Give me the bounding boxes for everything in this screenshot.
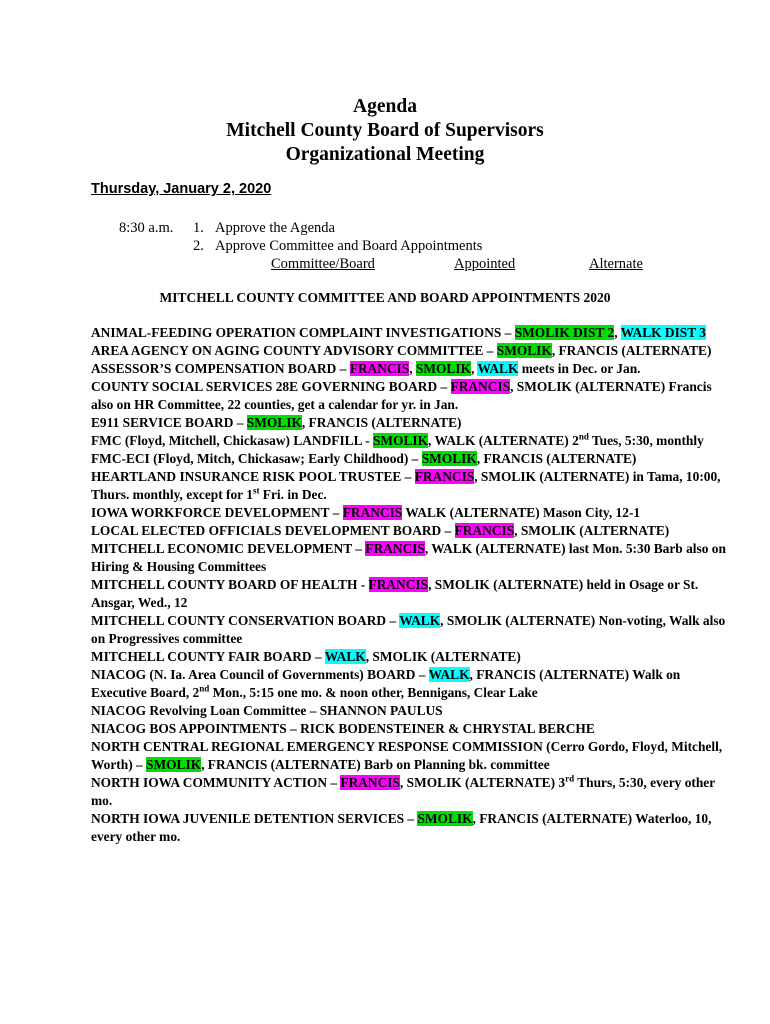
appointment-entry <box>91 738 731 774</box>
entry-text: MITCHELL COUNTY BOARD OF HEALTH - <box>91 577 369 592</box>
entry-text: NIACOG Revolving Loan Committee – SHANNON PAULUS <box>91 703 443 718</box>
entry-text: , FRANCIS (ALTERNATE) Walk on Executive Board, 2 <box>91 667 681 700</box>
highlighted-name: SMOLIK <box>421 451 477 466</box>
appointment-entry <box>91 666 731 702</box>
appointments-heading: MITCHELL COUNTY COMMITTEE AND BOARD APPOINTMENTS 2020 <box>159 290 611 305</box>
highlighted-name: FRANCIS <box>365 541 425 556</box>
highlighted-name: SMOLIK <box>372 433 428 448</box>
column-header-committee: Committee/Board <box>271 256 375 272</box>
entry-text: MITCHELL COUNTY FAIR BOARD – <box>91 649 325 664</box>
entry-text: , SMOLIK (ALTERNATE) Non-voting, Walk also on Progressives committee <box>91 613 726 646</box>
highlighted-name: FRANCIS <box>454 523 515 538</box>
highlighted-name: WALK <box>399 613 441 628</box>
appointment-entry <box>91 648 731 666</box>
appointments-list <box>91 324 731 846</box>
column-header-appointed: Appointed <box>454 256 516 272</box>
entry-text: , SMOLIK (ALTERNATE) Francis also on HR Committee, 22 counties, get a calendar for yr. in Jan. <box>91 379 712 412</box>
ordinal-suffix: nd <box>199 683 210 694</box>
appointment-entry <box>91 468 731 504</box>
agenda-time: 8:30 a.m. <box>119 220 174 236</box>
entry-text: FMC (Floyd, Mitchell, Chickasaw) LANDFILL - <box>91 433 373 448</box>
agenda-item-text: Approve the Agenda <box>215 220 335 236</box>
appointment-entry <box>91 342 731 360</box>
meeting-name: Organizational Meeting <box>285 144 485 165</box>
agenda-item-number: 2. <box>193 238 204 254</box>
agenda-item-text: Approve Committee and Board Appointments <box>215 238 483 254</box>
entry-text: , FRANCIS (ALTERNATE) Waterloo, 10, every other mo. <box>91 811 712 844</box>
entry-text: , SMOLIK (ALTERNATE) in Tama, 10:00, Thurs. monthly, except for 1 <box>91 469 721 502</box>
highlighted-name: SMOLIK <box>417 811 473 826</box>
ordinal-suffix: nd <box>578 431 589 442</box>
entry-text: MITCHELL ECONOMIC DEVELOPMENT – <box>91 541 366 556</box>
highlighted-name: SMOLIK <box>246 415 302 430</box>
doc-title: Agenda <box>353 96 417 117</box>
highlighted-name: WALK DIST 3 <box>620 325 706 340</box>
entry-text: , SMOLIK (ALTERNATE) held in Osage or St. Ansgar, Wed., 12 <box>91 577 699 610</box>
appointment-entry <box>91 522 731 540</box>
entry-text: , SMOLIK (ALTERNATE) <box>514 523 670 538</box>
board-name: Mitchell County Board of Supervisors <box>226 120 544 141</box>
ordinal-suffix: rd <box>565 773 575 784</box>
entry-text: , FRANCIS (ALTERNATE) Barb on Planning bk. committee <box>201 757 550 772</box>
entry-text: ASSESSOR’S COMPENSATION BOARD – <box>91 361 350 376</box>
entry-text: , SMOLIK (ALTERNATE) 3 <box>399 775 566 790</box>
appointment-entry <box>91 612 731 648</box>
appointment-entry <box>91 360 731 378</box>
entry-text: WALK (ALTERNATE) Mason City, 12-1 <box>402 505 641 520</box>
appointment-entry <box>91 702 731 720</box>
entry-text: , WALK (ALTERNATE) last Mon. 5:30 Barb also on Hiring & Housing Committees <box>91 541 726 574</box>
highlighted-name: WALK <box>324 649 366 664</box>
entry-text: IOWA WORKFORCE DEVELOPMENT – <box>91 505 343 520</box>
highlighted-name: FRANCIS <box>349 361 410 376</box>
appointment-entry <box>91 540 731 576</box>
entry-text: FMC-ECI (Floyd, Mitch, Chickasaw; Early Childhood) – <box>91 451 422 466</box>
highlighted-name: SMOLIK <box>146 757 202 772</box>
highlighted-name: FRANCIS <box>414 469 475 484</box>
entry-text: Fri. in Dec. <box>259 487 327 502</box>
agenda-item <box>193 220 335 237</box>
entry-text: NIACOG (N. Ia. Area Council of Governments) BOARD – <box>91 667 429 682</box>
appointment-entry <box>91 720 731 738</box>
entry-text: COUNTY SOCIAL SERVICES 28E GOVERNING BOARD – <box>91 379 451 394</box>
entry-text: NORTH CENTRAL REGIONAL EMERGENCY RESPONSE COMMISSION (Cerro Gordo, Floyd, Mitchell, Worth) – <box>91 739 723 772</box>
entry-text: Mon., 5:15 one mo. & noon other, Bennigans, Clear Lake <box>209 685 538 700</box>
entry-text: NORTH IOWA COMMUNITY ACTION – <box>91 775 341 790</box>
highlighted-name: FRANCIS <box>368 577 429 592</box>
appointment-entry <box>91 810 731 846</box>
appointment-entry <box>91 432 731 450</box>
entry-text: , FRANCIS (ALTERNATE) <box>551 343 712 358</box>
entry-text: Tues, 5:30, monthly <box>588 433 704 448</box>
appointment-entry <box>91 774 731 810</box>
ordinal-suffix: st <box>252 485 260 496</box>
entry-text: , <box>470 361 478 376</box>
entry-text: , SMOLIK (ALTERNATE) <box>365 649 521 664</box>
highlighted-name: WALK <box>428 667 470 682</box>
highlighted-name: SMOLIK <box>496 343 552 358</box>
meeting-date: Thursday, January 2, 2020 <box>91 181 272 197</box>
highlighted-name: SMOLIK DIST 2 <box>514 325 615 340</box>
entry-text: meets in Dec. or Jan. <box>518 361 641 376</box>
highlighted-name: FRANCIS <box>340 775 400 790</box>
entry-text: HEARTLAND INSURANCE RISK POOL TRUSTEE – <box>91 469 415 484</box>
highlighted-name: FRANCIS <box>342 505 403 520</box>
highlighted-name: SMOLIK <box>415 361 471 376</box>
appointment-entry <box>91 378 731 414</box>
column-header-alternate: Alternate <box>589 256 643 272</box>
entry-text: E911 SERVICE BOARD – <box>91 415 247 430</box>
appointment-entry <box>91 504 731 522</box>
appointment-entry <box>91 576 731 612</box>
highlighted-name: FRANCIS <box>450 379 511 394</box>
entry-text: AREA AGENCY ON AGING COUNTY ADVISORY COMMITTEE – <box>91 343 497 358</box>
entry-text: ANIMAL-FEEDING OPERATION COMPLAINT INVESTIGATIONS – <box>91 325 515 340</box>
entry-text: , FRANCIS (ALTERNATE) <box>301 415 462 430</box>
highlighted-name: WALK <box>477 361 519 376</box>
entry-text: , FRANCIS (ALTERNATE) <box>476 451 637 466</box>
entry-text: NIACOG BOS APPOINTMENTS – RICK BODENSTEINER & CHRYSTAL BERCHE <box>91 721 595 736</box>
appointment-entry <box>91 324 731 342</box>
entry-text: Thurs, 5:30, every other mo. <box>91 775 715 808</box>
entry-text: , <box>409 361 416 376</box>
agenda-item <box>193 238 482 255</box>
agenda-item-number: 1. <box>193 220 204 236</box>
entry-text: NORTH IOWA JUVENILE DETENTION SERVICES – <box>91 811 418 826</box>
entry-text: LOCAL ELECTED OFFICIALS DEVELOPMENT BOARD – <box>91 523 455 538</box>
entry-text: , <box>614 325 621 340</box>
appointment-entry <box>91 450 731 468</box>
appointment-entry <box>91 414 731 432</box>
entry-text: MITCHELL COUNTY CONSERVATION BOARD – <box>91 613 400 628</box>
entry-text: , WALK (ALTERNATE) 2 <box>428 433 579 448</box>
